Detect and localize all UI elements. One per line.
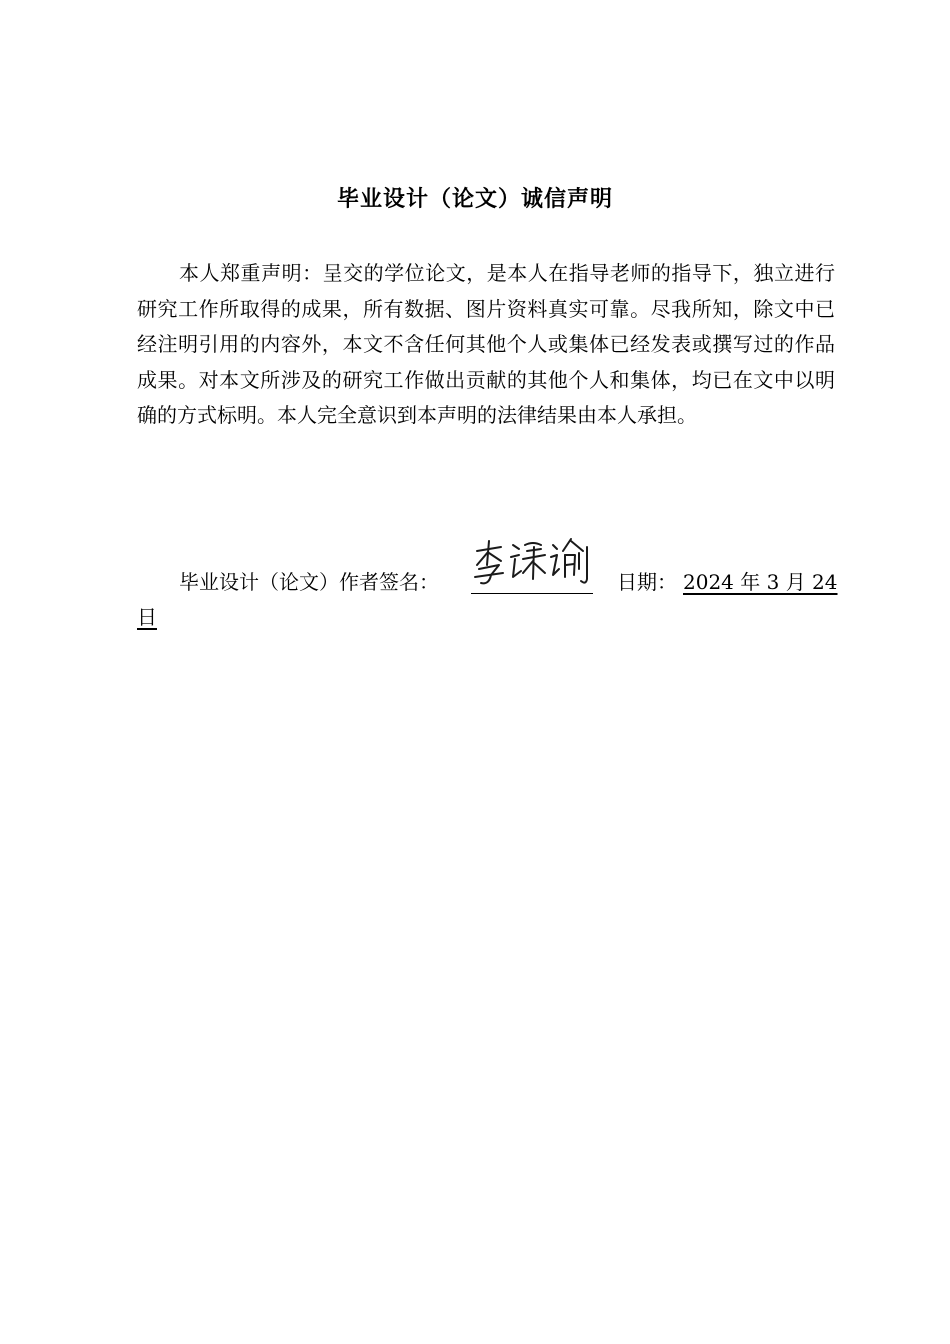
date-day: 日 — [137, 605, 157, 629]
signature-field — [471, 565, 593, 594]
signature-label: 毕业设计（论文）作者签名： — [179, 570, 439, 594]
date-label: 日期： — [617, 570, 677, 594]
date-value: 2024 年 3 月 24 — [683, 570, 838, 594]
page-title: 毕业设计（论文）诚信声明 — [336, 187, 613, 212]
handwritten-signature — [471, 535, 595, 591]
declaration-body: 本人郑重声明：呈交的学位论文，是本人在指导老师的指导下，独立进行研究工作所取得的成果，所有数据、图片资料真实可靠。尽我所知，除文中已经注明引用的内容外，本文不含任何其他个人或集体已经发表或撰写过的作品成果。对本文所涉及的研究工作做出贡献的其他个人和集体，均已在文中以明确的方式标明。本人完全意识到本声明的法律结果由本人承担。 — [137, 261, 835, 428]
